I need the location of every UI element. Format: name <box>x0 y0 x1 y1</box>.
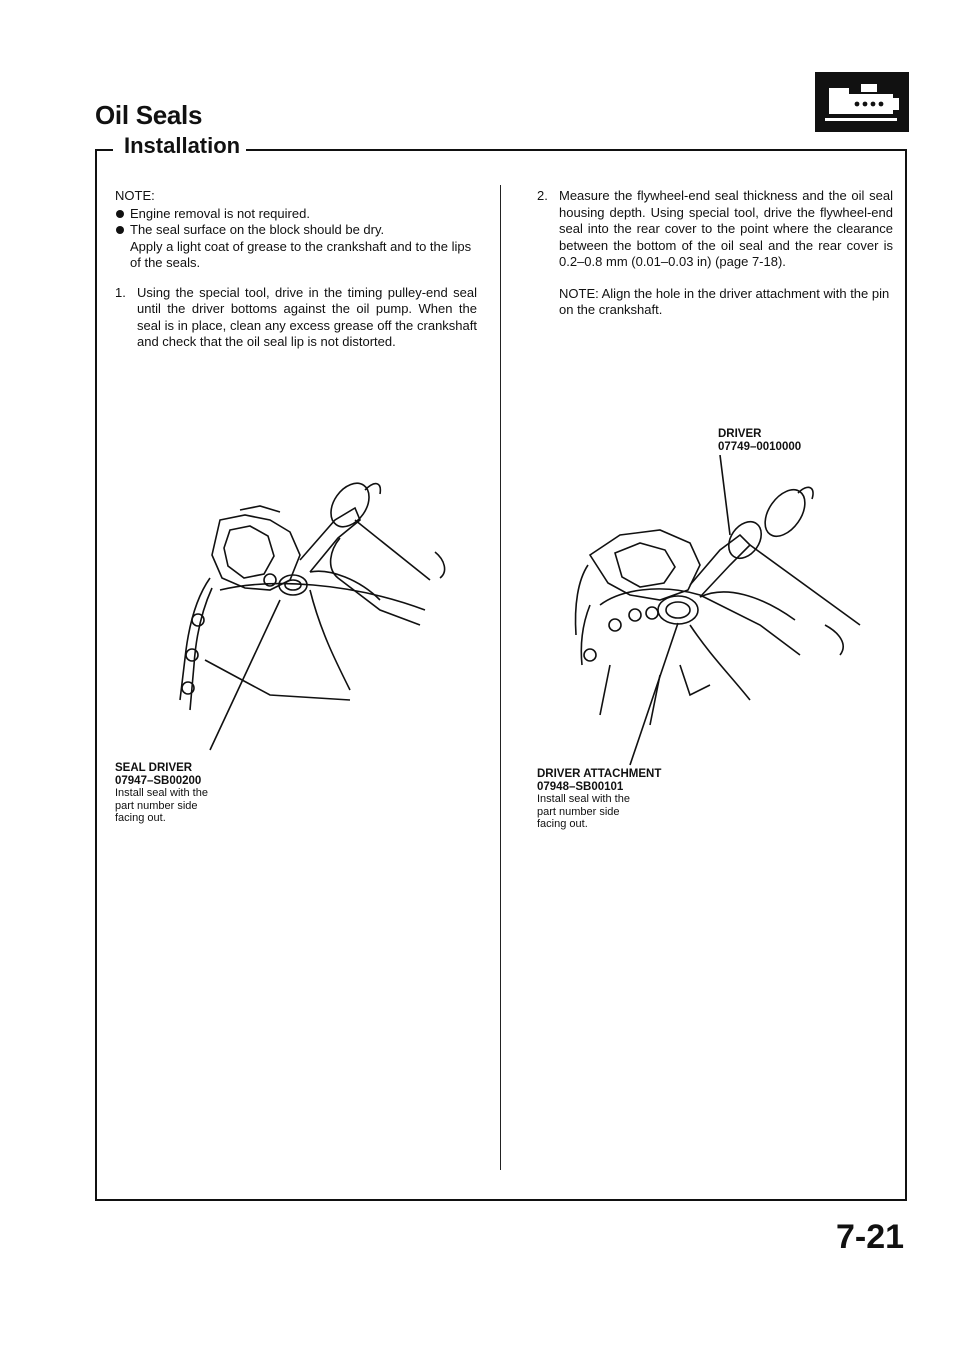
page-title: Oil Seals <box>95 100 203 130</box>
callout-name: SEAL DRIVER <box>115 762 193 774</box>
step-number: 2. <box>537 188 548 203</box>
callout-note: Install seal with the <box>115 787 208 799</box>
right-column <box>537 188 893 319</box>
note-list <box>115 206 477 239</box>
callout-note: Install seal with the <box>537 793 630 805</box>
column-divider <box>500 185 501 1170</box>
callout-note: part number side <box>537 805 620 818</box>
left-column <box>115 188 477 351</box>
callout-name: DRIVER <box>718 428 762 440</box>
callout-note: facing out. <box>115 812 166 824</box>
callout-part-number: 07749–0010000 <box>718 440 802 453</box>
driver-attachment-callout <box>537 768 661 831</box>
seal-driver-callout <box>115 762 208 825</box>
callout-note: facing out. <box>537 818 588 830</box>
page-number: 7-21 <box>836 1218 905 1256</box>
note-heading: NOTE: <box>115 188 155 203</box>
note-extra: Apply a light coat of grease to the crankshaft and to the lips of the seals. <box>130 238 472 270</box>
note-item: The seal surface on the block should be dry. <box>115 222 477 239</box>
engine-icon <box>815 72 909 132</box>
section-frame-top-left <box>95 149 113 151</box>
callout-part-number: 07948–SB00101 <box>537 780 624 793</box>
callout-part-number: 07947–SB00200 <box>115 774 202 787</box>
step-2 <box>537 188 893 271</box>
step-note: NOTE: Align the hole in the driver attachment with the pin on the crankshaft. <box>559 285 890 317</box>
seal-driver-illustration <box>150 460 450 760</box>
step-1 <box>115 285 477 351</box>
section-frame-top-right <box>246 149 907 151</box>
step-number: 1. <box>115 284 126 300</box>
callout-note: part number side <box>115 799 198 812</box>
step-text: Measure the flywheel-end seal thickness and the oil seal housing depth. Using special tool, drive the flywheel-end seal into the rear cover to the point where the clearance between the bottom of the oil seal and the rear cover is 0.2–0.8 mm (0.01–0.03 in) (page 7-18). <box>559 188 893 269</box>
section-heading: Installation <box>120 133 244 159</box>
step-text: Using the special tool, drive in the timing pulley-end seal until the driver bottoms against the oil pump. When the seal is in place, clean any excess grease off the crankshaft and check that the oil seal lip is not distorted. <box>137 284 477 349</box>
driver-attachment-illustration <box>560 455 870 775</box>
note-item: Engine removal is not required. <box>115 206 477 223</box>
driver-callout <box>718 428 801 453</box>
callout-name: DRIVER ATTACHMENT <box>537 768 662 780</box>
